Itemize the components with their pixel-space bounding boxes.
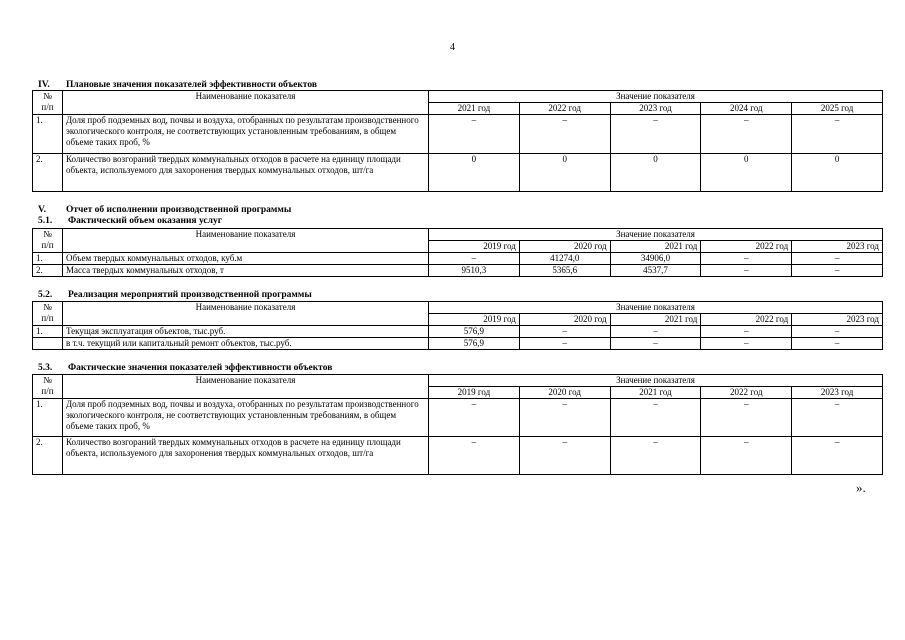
section-4-number: IV. <box>38 80 50 90</box>
row-value: – <box>429 437 520 475</box>
section-5-1-number: 5.1. <box>38 216 53 226</box>
col-name-header: Наименование показателя <box>63 375 429 399</box>
row-name: Объем твердых коммунальных отходов, куб.м <box>63 253 429 265</box>
row-name: Количество возгораний твердых коммунальных отходов в расчете на единицу площади объекта, используемого для захоронения твердых коммунальных отходов, шт/га <box>63 437 429 475</box>
row-value: 4537,7 <box>610 265 701 277</box>
table-planned-indicators <box>32 90 883 192</box>
col-name-header: Наименование показателя <box>63 229 429 253</box>
table-row <box>33 115 883 154</box>
row-number: 1. <box>33 115 63 154</box>
table-program-measures <box>32 301 883 350</box>
row-value: 0 <box>701 154 792 192</box>
row-value: – <box>610 326 701 338</box>
row-value: – <box>610 115 701 154</box>
col-num-header: № п/п <box>33 302 63 326</box>
year-header: 2020 год <box>519 314 610 326</box>
row-value: – <box>610 338 701 350</box>
row-value: – <box>792 338 883 350</box>
row-value: 576,9 <box>429 326 520 338</box>
row-value: 0 <box>519 154 610 192</box>
row-name: Количество возгораний твердых коммунальных отходов в расчете на единицу площади объекта, используемого для захоронения твердых коммунальных отходов, шт/га <box>63 154 429 192</box>
year-header: 2019 год <box>429 314 520 326</box>
row-value: – <box>701 115 792 154</box>
row-number: 2. <box>33 265 63 277</box>
row-value: – <box>519 115 610 154</box>
row-value: – <box>792 399 883 437</box>
year-header: 2021 год <box>429 103 520 115</box>
row-value: – <box>701 437 792 475</box>
row-name: Масса твердых коммунальных отходов, т <box>63 265 429 277</box>
year-header: 2022 год <box>701 241 792 253</box>
table-row <box>33 326 883 338</box>
section-5-heading <box>38 205 291 215</box>
section-5-2-heading <box>38 290 312 300</box>
row-name: в т.ч. текущий или капитальный ремонт объектов, тыс.руб. <box>63 338 429 350</box>
section-5-2-title: Реализация мероприятий производственной программы <box>68 290 312 300</box>
table-row <box>33 437 883 475</box>
section-4-title: Плановые значения показателей эффективности объектов <box>66 80 317 90</box>
table-row <box>33 154 883 192</box>
col-value-header: Значение показателя <box>429 91 883 103</box>
col-num-header: № п/п <box>33 91 63 115</box>
year-header: 2023 год <box>792 314 883 326</box>
section-5-3-number: 5.3. <box>38 363 53 373</box>
row-value: – <box>610 399 701 437</box>
row-value: 576,9 <box>429 338 520 350</box>
row-value: – <box>519 326 610 338</box>
col-num-header: № п/п <box>33 375 63 399</box>
row-name: Доля проб подземных вод, почвы и воздуха, отобранных по результатам производственного экологического контроля, не соответствующих установленным требованиям, в общем объеме таких проб, % <box>63 115 429 154</box>
row-value: – <box>429 399 520 437</box>
year-header: 2021 год <box>610 241 701 253</box>
section-5-3-heading <box>38 363 332 373</box>
table-row <box>33 338 883 350</box>
year-header: 2022 год <box>701 314 792 326</box>
section-5-number: V. <box>38 205 47 215</box>
year-header: 2024 год <box>701 103 792 115</box>
year-header: 2019 год <box>429 241 520 253</box>
row-value: – <box>792 115 883 154</box>
table-row <box>33 399 883 437</box>
row-value: – <box>792 326 883 338</box>
row-value: – <box>792 253 883 265</box>
year-header: 2020 год <box>519 387 610 399</box>
section-5-2-number: 5.2. <box>38 290 53 300</box>
row-value: – <box>701 399 792 437</box>
table-actual-volume <box>32 228 883 277</box>
row-value: – <box>701 265 792 277</box>
section-4-heading <box>38 80 317 90</box>
section-5-3-title: Фактические значения показателей эффективности объектов <box>68 363 333 373</box>
section-5-1-heading <box>38 216 222 226</box>
row-value: 9510,3 <box>429 265 520 277</box>
col-num-header: № п/п <box>33 229 63 253</box>
row-value: – <box>429 253 520 265</box>
table-actual-indicators <box>32 374 883 475</box>
year-header: 2021 год <box>610 387 701 399</box>
row-value: 34906,0 <box>610 253 701 265</box>
table-row <box>33 253 883 265</box>
row-name: Доля проб подземных вод, почвы и воздуха, отобранных по результатам производственного экологического контроля, не соответствующих установленным требованиям, в общем объеме таких проб, % <box>63 399 429 437</box>
row-value: – <box>792 437 883 475</box>
year-header: 2021 год <box>610 314 701 326</box>
row-number: 1. <box>33 399 63 437</box>
row-value: – <box>519 338 610 350</box>
col-name-header: Наименование показателя <box>63 91 429 115</box>
row-value: – <box>519 437 610 475</box>
row-value: – <box>701 326 792 338</box>
row-value: – <box>701 338 792 350</box>
row-number: 1. <box>33 253 63 265</box>
row-value: – <box>429 115 520 154</box>
row-value: 5365,6 <box>519 265 610 277</box>
col-value-header: Значение показателя <box>429 229 883 241</box>
row-number: 2. <box>33 437 63 475</box>
closing-quote: ». <box>856 480 866 495</box>
row-value: 0 <box>610 154 701 192</box>
row-value: 0 <box>429 154 520 192</box>
section-5-title: Отчет об исполнении производственной программы <box>66 205 292 215</box>
year-header: 2019 год <box>429 387 520 399</box>
row-number: 2. <box>33 154 63 192</box>
year-header: 2023 год <box>610 103 701 115</box>
row-value: – <box>610 437 701 475</box>
row-number <box>33 338 63 350</box>
row-name: Текущая эксплуатация объектов, тыс.руб. <box>63 326 429 338</box>
row-value: – <box>519 399 610 437</box>
row-value: 41274,0 <box>519 253 610 265</box>
row-value: – <box>792 265 883 277</box>
year-header: 2022 год <box>519 103 610 115</box>
year-header: 2022 год <box>701 387 792 399</box>
year-header: 2023 год <box>792 387 883 399</box>
row-value: 0 <box>792 154 883 192</box>
col-value-header: Значение показателя <box>429 302 883 314</box>
section-5-1-title: Фактический объем оказания услуг <box>68 216 223 226</box>
col-value-header: Значение показателя <box>429 375 883 387</box>
year-header: 2023 год <box>792 241 883 253</box>
page-number: 4 <box>450 42 455 53</box>
table-row <box>33 265 883 277</box>
year-header: 2025 год <box>792 103 883 115</box>
year-header: 2020 год <box>519 241 610 253</box>
row-number: 1. <box>33 326 63 338</box>
row-value: – <box>701 253 792 265</box>
col-name-header: Наименование показателя <box>63 302 429 326</box>
